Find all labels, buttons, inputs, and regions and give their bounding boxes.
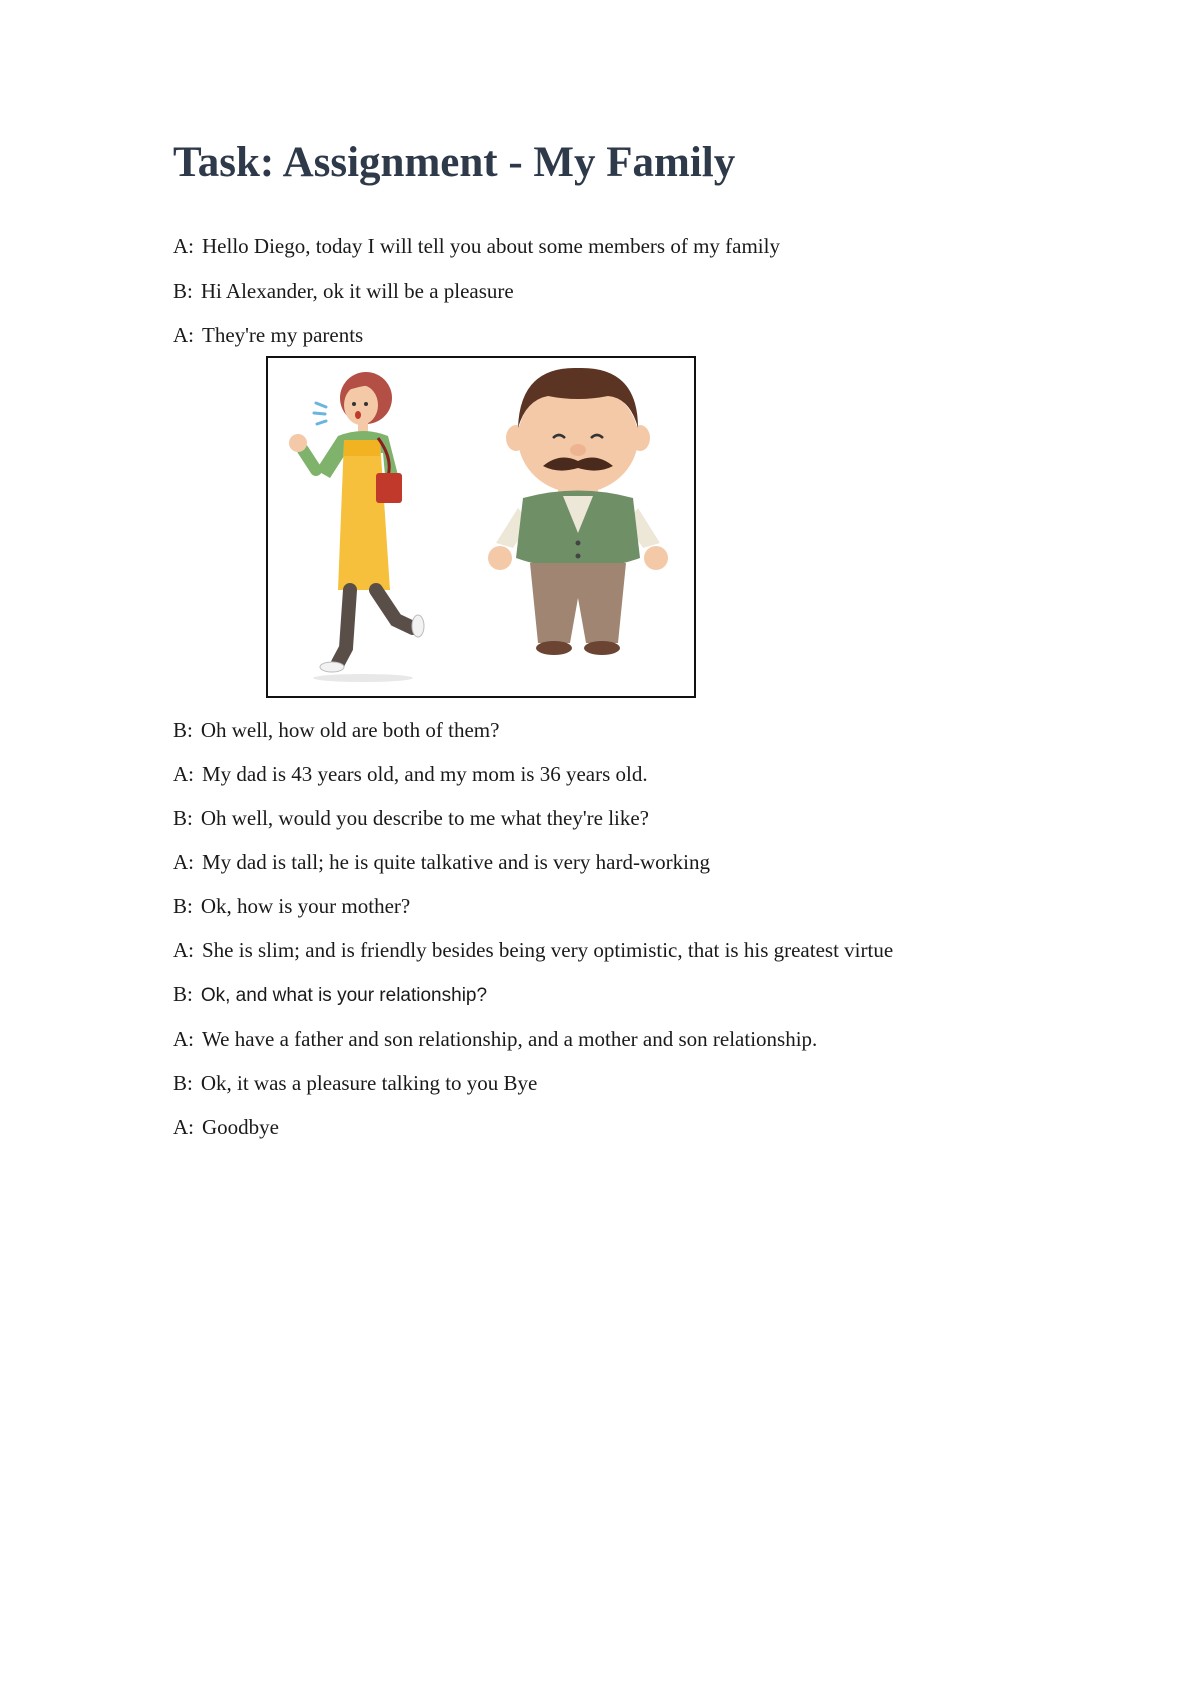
dialogue-text: Ok, it was a pleasure talking to you Bye bbox=[200, 1071, 538, 1095]
dialogue-text: My dad is 43 years old, and my mom is 36 years old. bbox=[202, 762, 648, 786]
document-title: Task: Assignment - My Family bbox=[173, 139, 736, 186]
mother-figure bbox=[289, 372, 424, 682]
dialogue-text: Ok, and what is your relationship? bbox=[200, 985, 488, 1006]
dialogue-line bbox=[173, 762, 648, 787]
dialogue-text: Hello Diego, today I will tell you about some members of my family bbox=[202, 234, 780, 258]
father-figure bbox=[488, 368, 668, 655]
dialogue-line bbox=[173, 982, 487, 1007]
dialogue-text: They're my parents bbox=[202, 323, 364, 347]
speaker-label: A: bbox=[173, 938, 194, 962]
speaker-label: A: bbox=[173, 1115, 194, 1139]
dialogue-line bbox=[173, 894, 410, 919]
dialogue-line bbox=[173, 806, 649, 831]
speaker-label: B: bbox=[173, 806, 193, 830]
dialogue-line bbox=[173, 1115, 279, 1140]
speaker-label: A: bbox=[173, 234, 194, 258]
speaker-label: B: bbox=[173, 982, 193, 1006]
speaker-label: B: bbox=[173, 718, 193, 742]
speaker-label: A: bbox=[173, 850, 194, 874]
speaker-label: A: bbox=[173, 323, 194, 347]
speaker-label: A: bbox=[173, 1027, 194, 1051]
parents-illustration bbox=[266, 356, 696, 698]
dialogue-line bbox=[173, 1027, 817, 1052]
parents-cartoon-image bbox=[268, 358, 694, 696]
dialogue-text: My dad is tall; he is quite talkative and is very hard-working bbox=[202, 850, 710, 874]
dialogue-line bbox=[173, 323, 363, 348]
dialogue-text: She is slim; and is friendly besides being very optimistic, that is his greatest virtue bbox=[202, 938, 894, 962]
dialogue-text: Oh well, would you describe to me what they're like? bbox=[200, 806, 650, 830]
speaker-label: A: bbox=[173, 762, 194, 786]
dialogue-line bbox=[173, 850, 710, 875]
dialogue-line bbox=[173, 718, 499, 743]
speaker-label: B: bbox=[173, 279, 193, 303]
dialogue-line bbox=[173, 1071, 537, 1096]
speaker-label: B: bbox=[173, 1071, 193, 1095]
dialogue-line bbox=[173, 938, 893, 963]
dialogue-line bbox=[173, 234, 780, 259]
dialogue-line bbox=[173, 279, 514, 304]
dialogue-text: Ok, how is your mother? bbox=[200, 894, 411, 918]
speaker-label: B: bbox=[173, 894, 193, 918]
dialogue-text: Goodbye bbox=[202, 1115, 279, 1139]
dialogue-text: Oh well, how old are both of them? bbox=[200, 718, 500, 742]
dialogue-text: We have a father and son relationship, and a mother and son relationship. bbox=[202, 1027, 818, 1051]
dialogue-text: Hi Alexander, ok it will be a pleasure bbox=[200, 279, 514, 303]
